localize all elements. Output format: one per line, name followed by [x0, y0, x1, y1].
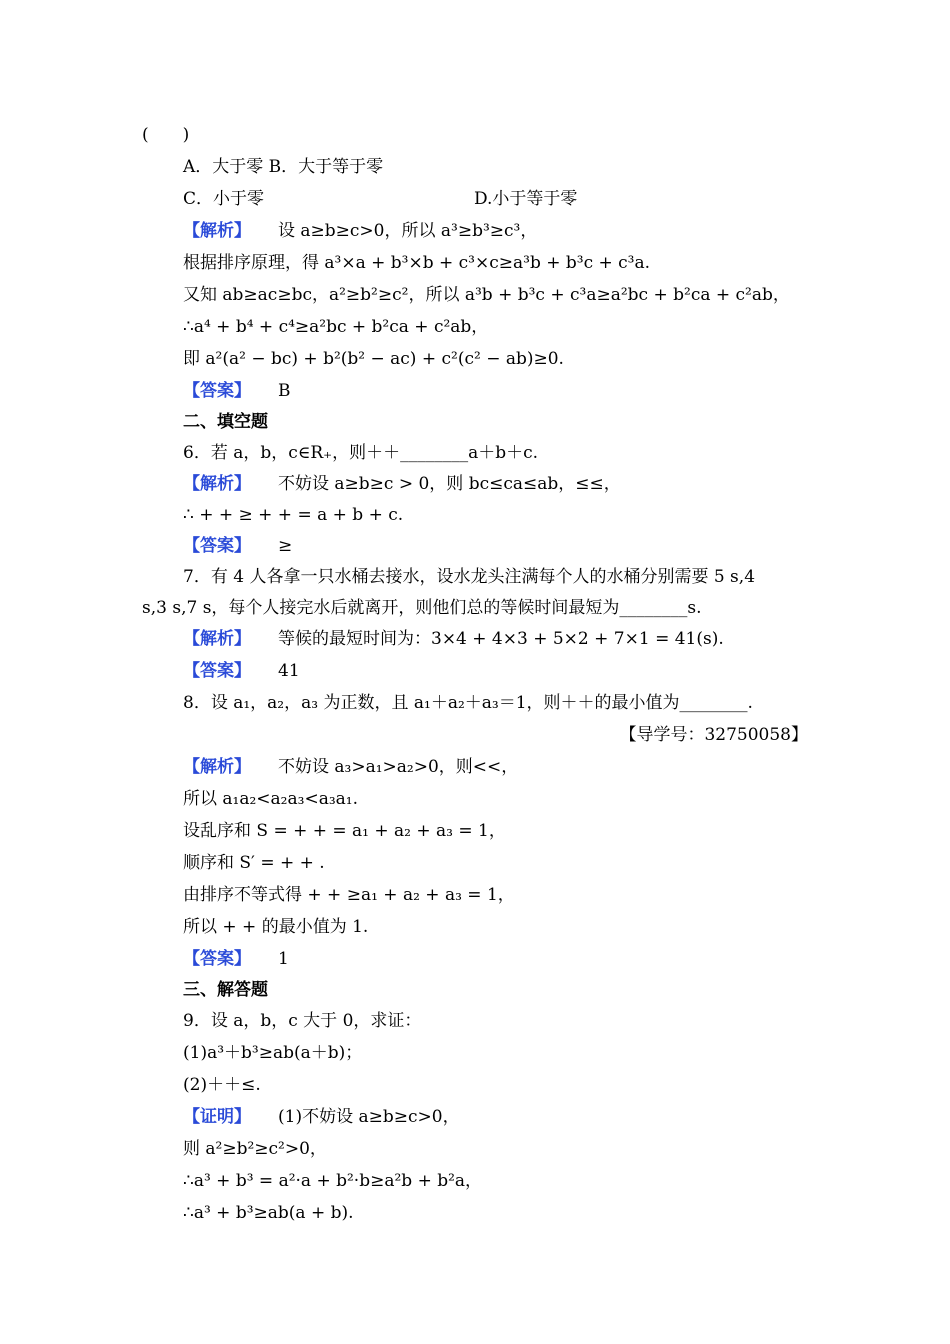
section-heading: 二、填空题 — [183, 412, 268, 432]
analysis-text: 即 a²(a² − bc) + b²(b² − ac) + c²(c² − ab)≥0. — [183, 349, 564, 369]
analysis-text: 设 a≥b≥c>0，所以 a³≥b³≥c³， — [278, 221, 538, 241]
analysis-text: 不妨设 a₃>a₁>a₂>0，则<<， — [278, 757, 519, 777]
answer-value: 1 — [278, 949, 289, 969]
analysis-text: ∴a⁴ + b⁴ + c⁴≥a²bc + b²ca + c²ab， — [183, 317, 489, 337]
answer-value: 41 — [278, 661, 300, 681]
choice-a-b: A．大于零 B．大于等于零 — [183, 157, 384, 177]
proof-text: ∴a³ + b³ = a²·a + b²·b≥a²b + b²a， — [183, 1171, 483, 1191]
proof-text: (1)不妨设 a≥b≥c>0， — [278, 1107, 460, 1127]
question-7: 7．有 4 人各拿一只水桶去接水，设水龙头注满每个人的水桶分别需要 5 s,4 — [183, 567, 756, 587]
question-7-cont: s,3 s,7 s，每个人接完水后就离开，则他们总的等候时间最短为________s. — [142, 598, 702, 618]
proof-text: ∴a³ + b³≥ab(a + b). — [183, 1203, 354, 1223]
choice-c: C．小于零 — [183, 189, 265, 209]
question-9-part-2: (2)＋＋≤. — [183, 1075, 261, 1095]
analysis-text: 根据排序原理，得 a³×a + b³×b + c³×c≥a³b + b³c + c³a. — [183, 253, 651, 273]
analysis-tag: 【解析】 — [183, 757, 251, 777]
analysis-text: 不妨设 a≥b≥c > 0，则 bc≤ca≤ab，≤≤， — [278, 474, 621, 494]
analysis-tag: 【解析】 — [183, 629, 251, 649]
analysis-text: 顺序和 S′ = + + . — [183, 853, 325, 873]
question-6: 6．若 a，b，c∈R₊，则＋＋________a＋b＋c. — [183, 443, 539, 463]
choice-d: D.小于等于零 — [474, 189, 578, 209]
answer-parentheses: ( ) — [142, 125, 190, 145]
guide-number: 【导学号：32750058】 — [619, 725, 808, 745]
analysis-text: 由排序不等式得 + + ≥a₁ + a₂ + a₃ = 1， — [183, 885, 515, 905]
analysis-text: 所以 a₁a₂<a₂a₃<a₃a₁. — [183, 789, 358, 809]
proof-text: 则 a²≥b²≥c²>0， — [183, 1139, 327, 1159]
analysis-tag: 【解析】 — [183, 221, 251, 241]
question-9-part-1: (1)a³＋b³≥ab(a＋b)； — [183, 1043, 363, 1063]
analysis-text: 等候的最短时间为：3×4 + 4×3 + 5×2 + 7×1 = 41(s). — [278, 629, 724, 649]
question-9: 9．设 a，b，c 大于 0，求证： — [183, 1011, 422, 1031]
answer-tag: 【答案】 — [183, 661, 251, 681]
answer-tag: 【答案】 — [183, 536, 251, 556]
answer-value: ≥ — [278, 536, 293, 556]
section-heading: 三、解答题 — [183, 980, 268, 1000]
question-8: 8．设 a₁，a₂，a₃ 为正数，且 a₁＋a₂＋a₃＝1，则＋＋的最小值为________. — [183, 693, 753, 713]
analysis-tag: 【解析】 — [183, 474, 251, 494]
proof-tag: 【证明】 — [183, 1107, 251, 1127]
answer-tag: 【答案】 — [183, 949, 251, 969]
analysis-text: 又知 ab≥ac≥bc，a²≥b²≥c²，所以 a³b + b³c + c³a≥a²bc + b²ca + c²ab， — [183, 285, 790, 305]
answer-value: B — [278, 381, 291, 401]
answer-tag: 【答案】 — [183, 381, 251, 401]
analysis-text: 设乱序和 S = + + = a₁ + a₂ + a₃ = 1， — [183, 821, 506, 841]
analysis-text: 所以 + + 的最小值为 1. — [183, 917, 369, 937]
analysis-text: ∴ + + ≥ + + = a + b + c. — [183, 505, 404, 525]
